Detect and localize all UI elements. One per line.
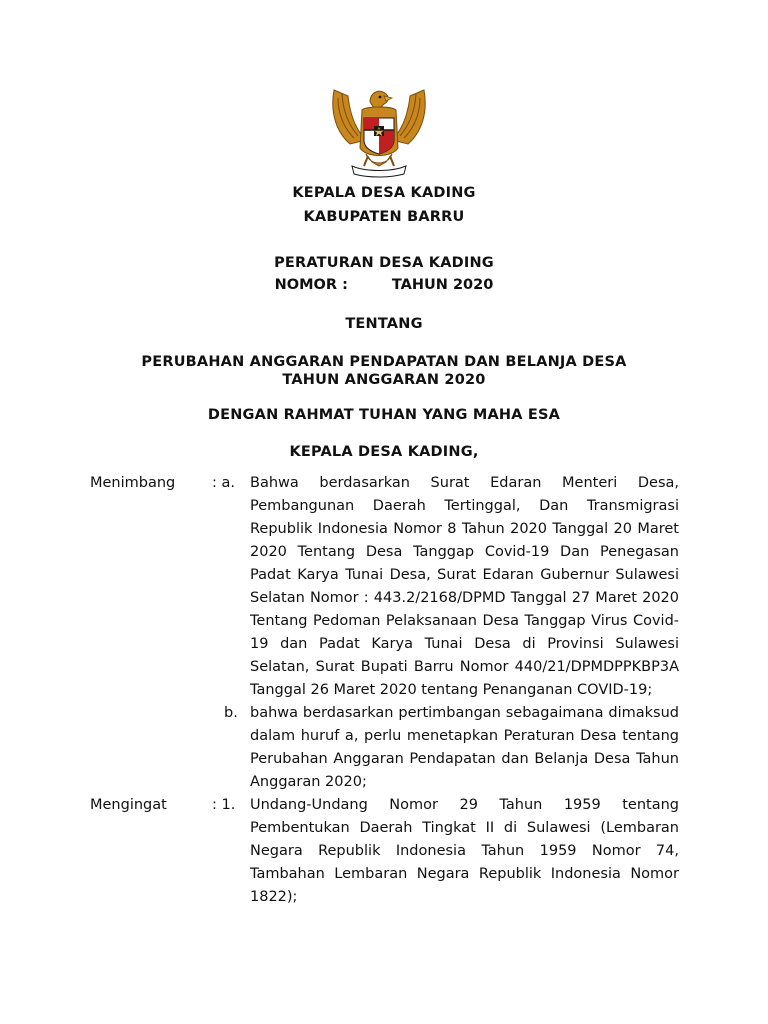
considerations-body bbox=[0, 472, 768, 909]
regulation-number bbox=[0, 276, 768, 294]
regency-title: KABUPATEN BARRU bbox=[303, 209, 465, 225]
item-marker: : 1. bbox=[212, 797, 236, 813]
menimbang-item-a bbox=[0, 472, 768, 702]
item-marker: b. bbox=[224, 705, 238, 721]
garuda-emblem-icon bbox=[326, 82, 432, 178]
subject-line-1: PERUBAHAN ANGGARAN PENDAPATAN DAN BELANJA DESA bbox=[141, 354, 627, 370]
blessing-line: DENGAN RAHMAT TUHAN YANG MAHA ESA bbox=[207, 407, 561, 423]
item-text: bahwa berdasarkan pertimbangan sebagaimana dimaksud dalam huruf a, perlu menetapkan Peraturan Desa tentang Perubahan Anggaran Pendapatan dan Belanja Desa Tahun Anggaran 2020; bbox=[250, 705, 679, 790]
item-text: Undang-Undang Nomor 29 Tahun 1959 tentang Pembentukan Daerah Tingkat II di Sulawesi (Lembaran Negara Republik Indonesia Tahun 1959 Nomor 74, Tambahan Lembaran Negara Republik Indonesia Nomor 1822); bbox=[250, 797, 679, 905]
number-year: TAHUN 2020 bbox=[391, 277, 494, 293]
item-marker: : a. bbox=[212, 475, 235, 491]
section-label-menimbang: Menimbang bbox=[90, 475, 176, 491]
mengingat-item-1 bbox=[0, 794, 768, 909]
item-text: Bahwa berdasarkan Surat Edaran Menteri Desa, Pembangunan Daerah Tertinggal, Dan Transmigrasi Republik Indonesia Nomor 8 Tahun 2020 Tanggal 20 Maret 2020 Tentang Desa Tanggap Covid-19 Dan Penegasan Padat Karya Tunai Desa, Surat Edaran Gubernur Sulawesi Selatan Nomor : 443.2/2168/DPMD Tanggal 27 Maret 2020 Tentang Pedoman Pelaksanaan Desa Tanggap Virus Covid-19 dan Padat Karya Tunai Desa di Provinsi Sulawesi Selatan, Surat Bupati Barru Nomor 440/21/DPMDPPKBP3A Tanggal 26 Maret 2020 tentang Penanganan COVID-19; bbox=[250, 475, 679, 698]
subject-line-2: TAHUN ANGGARAN 2020 bbox=[282, 372, 486, 388]
issuer-title: KEPALA DESA KADING bbox=[292, 185, 476, 201]
number-label: NOMOR : bbox=[274, 277, 348, 293]
section-label-mengingat: Mengingat bbox=[90, 797, 167, 813]
regulation-title: PERATURAN DESA KADING bbox=[274, 255, 494, 271]
about-heading: TENTANG bbox=[345, 316, 423, 332]
menimbang-item-b bbox=[0, 702, 768, 794]
issuer-heading: KEPALA DESA KADING, bbox=[289, 444, 479, 460]
